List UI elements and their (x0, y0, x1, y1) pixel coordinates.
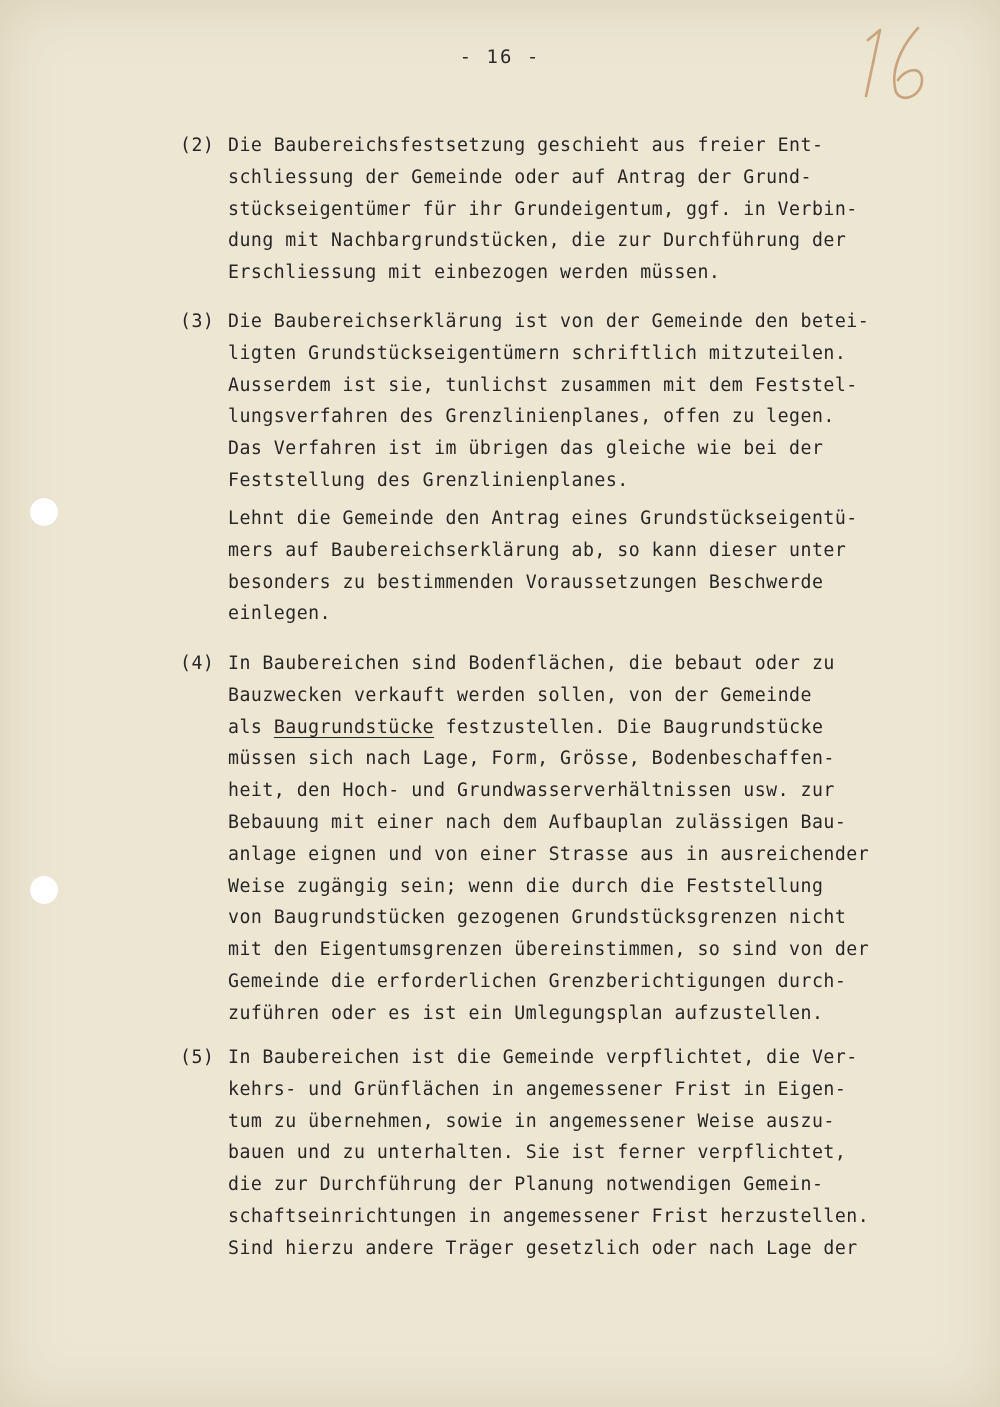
punch-hole (30, 876, 58, 904)
text-line: Bauzwecken verkauft werden sollen, von der Gemeinde (228, 684, 812, 706)
section-number: (3) (180, 311, 215, 332)
text-line: mers auf Baubereichserklärung ab, so kann dieser unter (228, 539, 847, 561)
text-line: Feststellung des Grenzlinienplanes. (228, 469, 629, 491)
section-3 (180, 306, 960, 497)
text-line: lungsverfahren des Grenzlinienplanes, offen zu legen. (228, 406, 835, 428)
section-number: (2) (180, 135, 215, 156)
section-number: (5) (180, 1047, 215, 1068)
underlined-term: Baugrundstücke (273, 716, 435, 738)
text-line: Das Verfahren ist im übrigen das gleiche wie bei der (228, 438, 824, 460)
text-line: mit den Eigentumsgrenzen übereinstimmen, so sind von der (228, 939, 870, 961)
punch-hole (30, 498, 58, 526)
text-segment: als (228, 716, 274, 738)
text-line: dung mit Nachbargrundstücken, die zur Durchführung der (228, 230, 847, 252)
text-line: von Baugrundstücken gezogenen Grundstücksgrenzen nicht (228, 907, 847, 929)
text-line: schliessung der Gemeinde oder auf Antrag der Grund- (228, 166, 812, 188)
text-line: Sind hierzu andere Träger gesetzlich oder nach Lage der (228, 1237, 858, 1259)
section-number: (4) (180, 653, 215, 674)
text-line: Weise zugängig sein; wenn die durch die Feststellung (228, 875, 824, 897)
text-line: ligten Grundstückseigentümern schriftlich mitzuteilen. (228, 342, 847, 364)
section-4 (180, 648, 960, 1030)
text-line: bauen und zu unterhalten. Sie ist ferner verpflichtet, (228, 1142, 847, 1164)
handwritten-folio-number (850, 22, 940, 102)
text-line: stückseigentümer für ihr Grundeigentum, ggf. in Verbin- (228, 198, 858, 220)
text-line: tum zu übernehmen, sowie in angemessener Weise auszu- (228, 1110, 835, 1132)
text-line: heit, den Hoch- und Grundwasserverhältnissen usw. zur (228, 780, 835, 802)
text-line: Die Baubereichserklärung ist von der Gemeinde den betei- (228, 311, 870, 332)
text-line: Lehnt die Gemeinde den Antrag eines Grundstückseigentü- (228, 508, 858, 529)
text-line: schaftseinrichtungen in angemessener Frist herzustellen. (228, 1205, 870, 1227)
section-2 (180, 130, 960, 289)
text-line: kehrs- und Grünflächen in angemessener Frist in Eigen- (228, 1078, 847, 1100)
text-line: Die Baubereichsfestsetzung geschieht aus freier Ent- (228, 135, 824, 156)
text-line: In Baubereichen ist die Gemeinde verpflichtet, die Ver- (228, 1047, 858, 1068)
text-line: In Baubereichen sind Bodenflächen, die bebaut oder zu (228, 653, 835, 674)
text-segment: festzustellen. Die Baugrundstücke (434, 716, 824, 738)
text-line: Bebauung mit einer nach dem Aufbauplan zulässigen Bau- (228, 811, 847, 833)
text-line: Erschliessung mit einbezogen werden müssen. (228, 262, 721, 284)
section-5 (180, 1042, 960, 1265)
text-line: besonders zu bestimmenden Voraussetzungen Beschwerde (228, 571, 824, 593)
page-number: - 16 - (459, 46, 541, 68)
section-3-continuation (180, 503, 960, 630)
text-line: zuführen oder es ist ein Umlegungsplan aufzustellen. (228, 1002, 824, 1024)
text-line: die zur Durchführung der Planung notwendigen Gemein- (228, 1174, 824, 1196)
text-line: anlage eignen und von einer Strasse aus in ausreichender (228, 843, 870, 865)
text-line: einlegen. (228, 603, 332, 625)
text-line: müssen sich nach Lage, Form, Grösse, Bodenbeschaffen- (228, 748, 835, 770)
text-line: Gemeinde die erforderlichen Grenzberichtigungen durch- (228, 970, 847, 992)
text-line (228, 712, 960, 744)
text-line: Ausserdem ist sie, tunlichst zusammen mit dem Feststel- (228, 374, 858, 396)
